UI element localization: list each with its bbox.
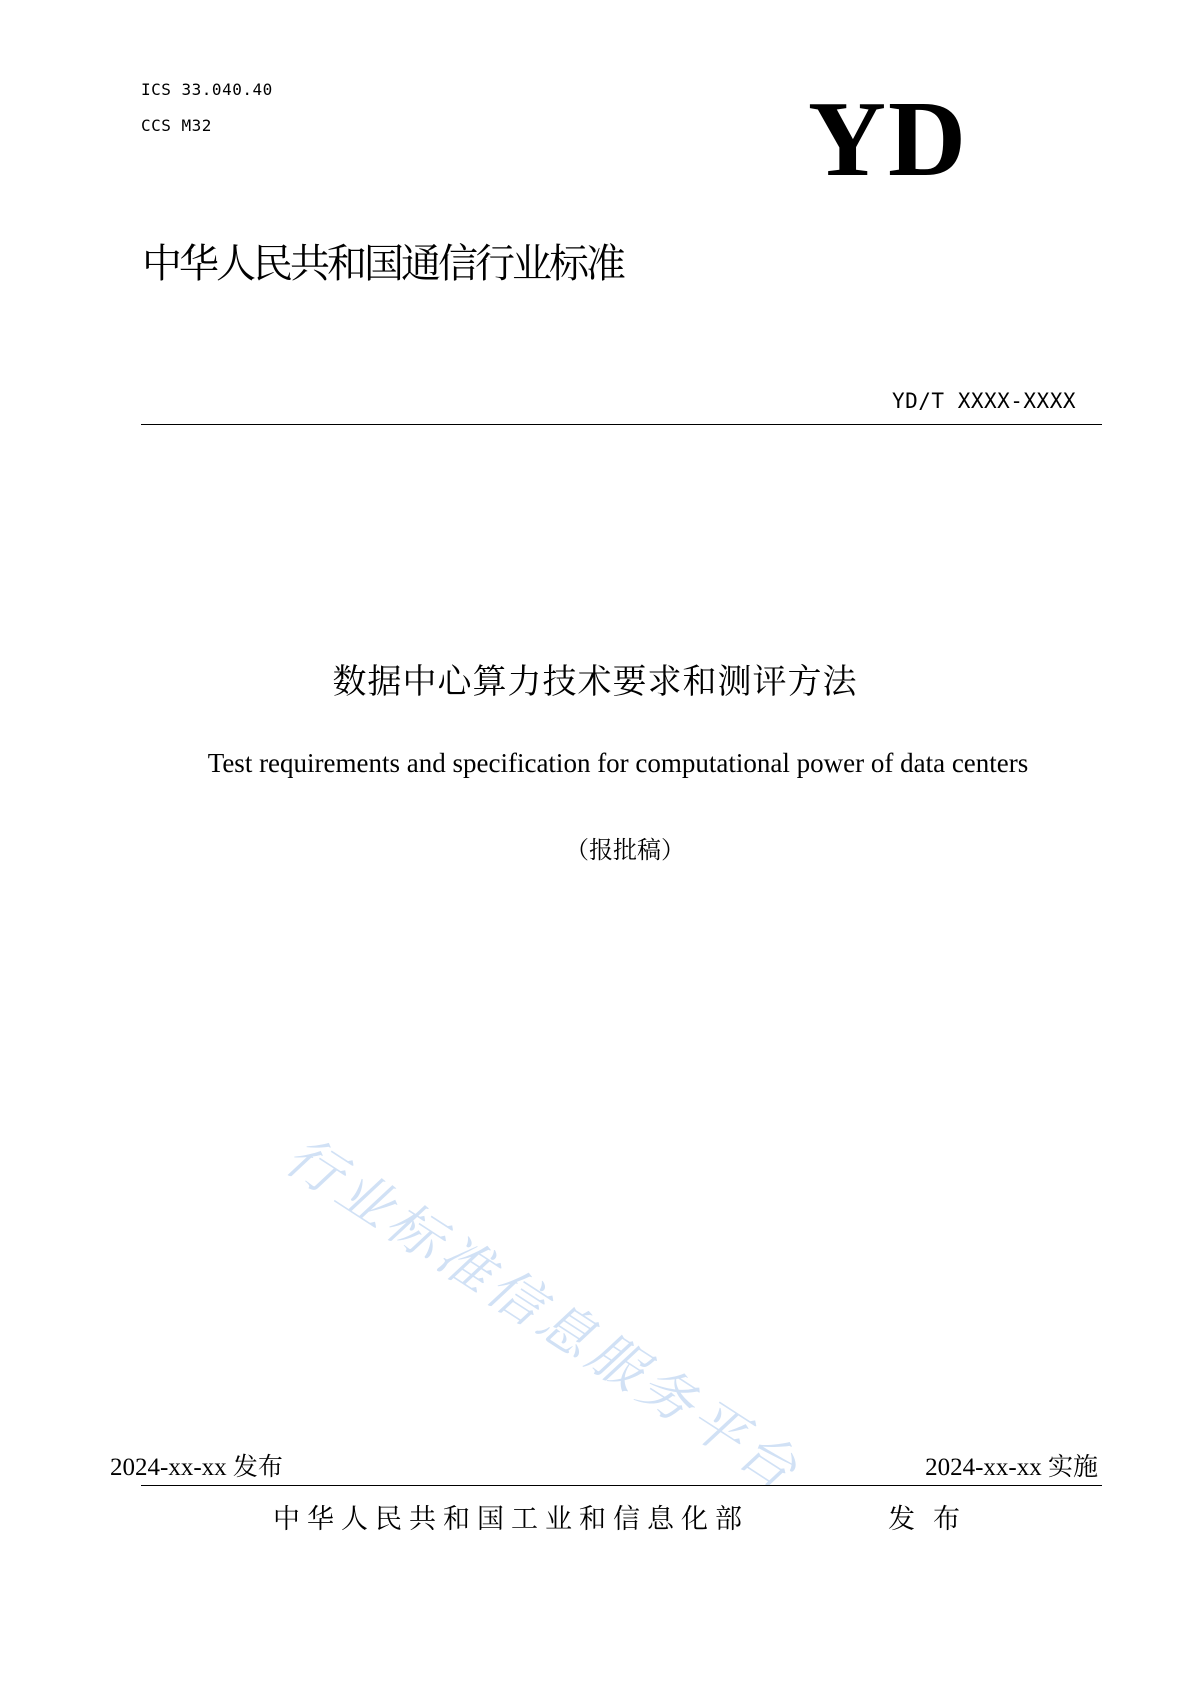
header-divider — [141, 424, 1102, 425]
issue-label: 发布 — [888, 1504, 978, 1535]
implement-date: 2024-xx-xx 实施 — [925, 1454, 1098, 1481]
ccs-code: CCS M32 — [141, 116, 212, 135]
standard-category-title: 中华人民共和国通信行业标准 — [142, 241, 623, 287]
standard-number: YD/T XXXX-XXXX — [891, 389, 1076, 413]
footer-divider — [141, 1485, 1102, 1486]
ics-code: ICS 33.040.40 — [141, 80, 273, 99]
issuing-authority: 中华人民共和国工业和信息化部 — [273, 1504, 749, 1535]
yd-logo: YD — [808, 80, 968, 199]
publish-date: 2024-xx-xx 发布 — [110, 1454, 283, 1481]
draft-status: （报批稿） — [565, 836, 685, 864]
document-title-zh: 数据中心算力技术要求和测评方法 — [332, 662, 858, 702]
watermark: 行业标准信息服务平台 — [274, 1124, 813, 1504]
document-title-en: Test requirements and specification for computational power of data centers — [207, 748, 1029, 778]
